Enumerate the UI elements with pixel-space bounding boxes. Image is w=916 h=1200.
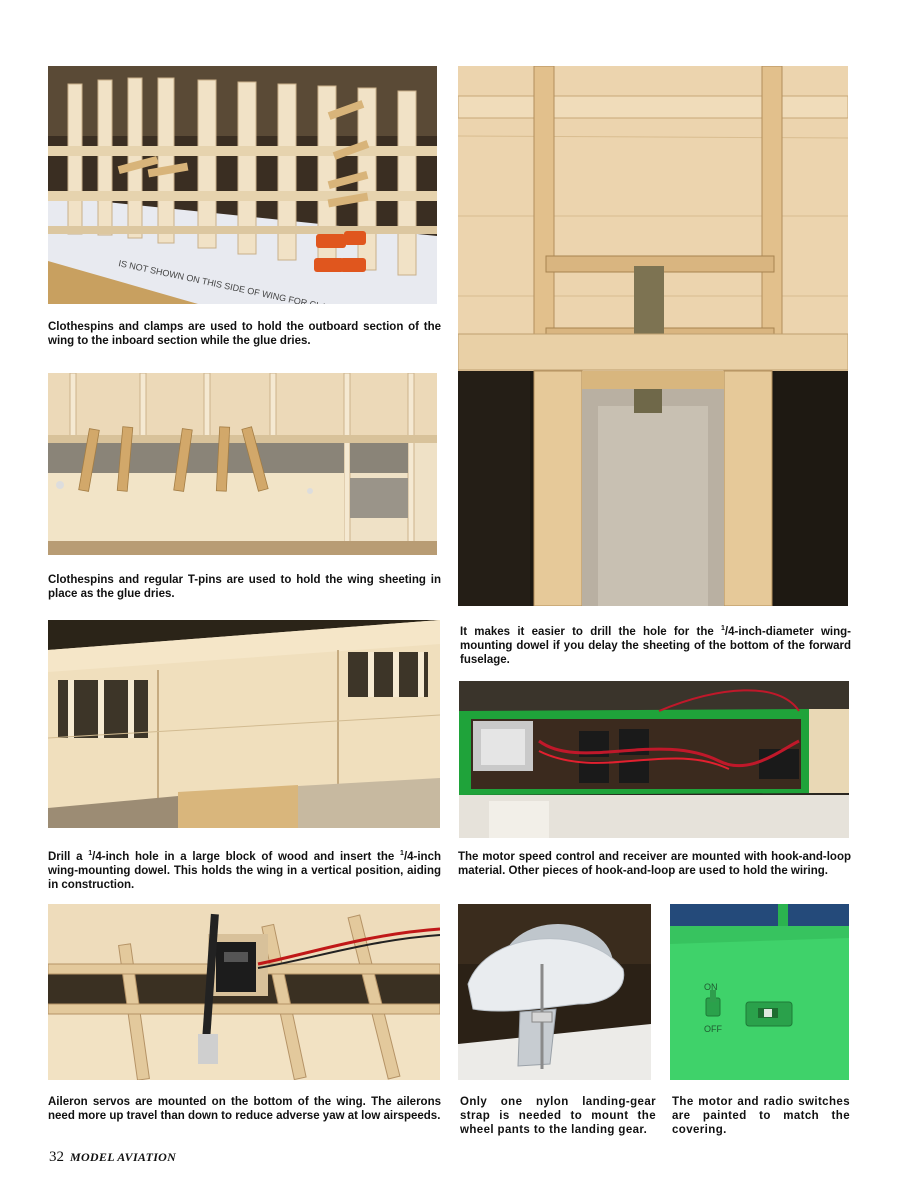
caption-2: Clothespins and regular T-pins are used to hold the wing sheeting in place as the glue dries.	[48, 574, 441, 600]
switch-off-label: OFF	[704, 1024, 722, 1034]
page-folio	[49, 1149, 176, 1166]
photo-aileron-servo	[48, 904, 440, 1080]
photo-switches	[670, 904, 849, 1080]
caption-7: Only one nylon landing-gear strap is needed to mount the wheel pants to the landing gear.	[460, 1096, 656, 1136]
photo-wing-sheeting	[48, 373, 437, 555]
magazine-name: MODEL AVIATION	[70, 1150, 177, 1164]
caption-5: The motor speed control and receiver are mounted with hook-and-loop material. Other pieces of hook-and-loop are used to hold the wiring.	[458, 851, 851, 877]
photo-wing-clamps	[48, 66, 437, 304]
photo-wheel-pant	[458, 904, 651, 1080]
caption-6: Aileron servos are mounted on the bottom of the wing. The ailerons need more up travel than down to reduce adverse yaw at low airspeeds.	[48, 1096, 441, 1122]
page-number: 32	[49, 1149, 64, 1165]
photo-electronics	[459, 681, 849, 838]
caption-4: Drill a $^1$/4-inch hole in a large block of wood and insert the $^1$/4-inch wing-mounting dowel. This holds the wing in a vertical position, aiding in construction.	[48, 850, 442, 891]
switch-on-label: ON	[704, 982, 718, 992]
caption-1: Clothespins and clamps are used to hold the outboard section of the wing to the inboard section while the glue dries.	[48, 321, 441, 347]
photo-fuselage-dowel	[458, 66, 848, 606]
photo-wing-vertical	[48, 620, 440, 828]
caption-8: The motor and radio switches are painted to match the covering.	[672, 1096, 850, 1136]
caption-3: It makes it easier to drill the hole for the $^1$/4-inch-diameter wing-mounting dowel if you delay the sheeting of the bottom of the forward fuselage.	[460, 625, 851, 666]
